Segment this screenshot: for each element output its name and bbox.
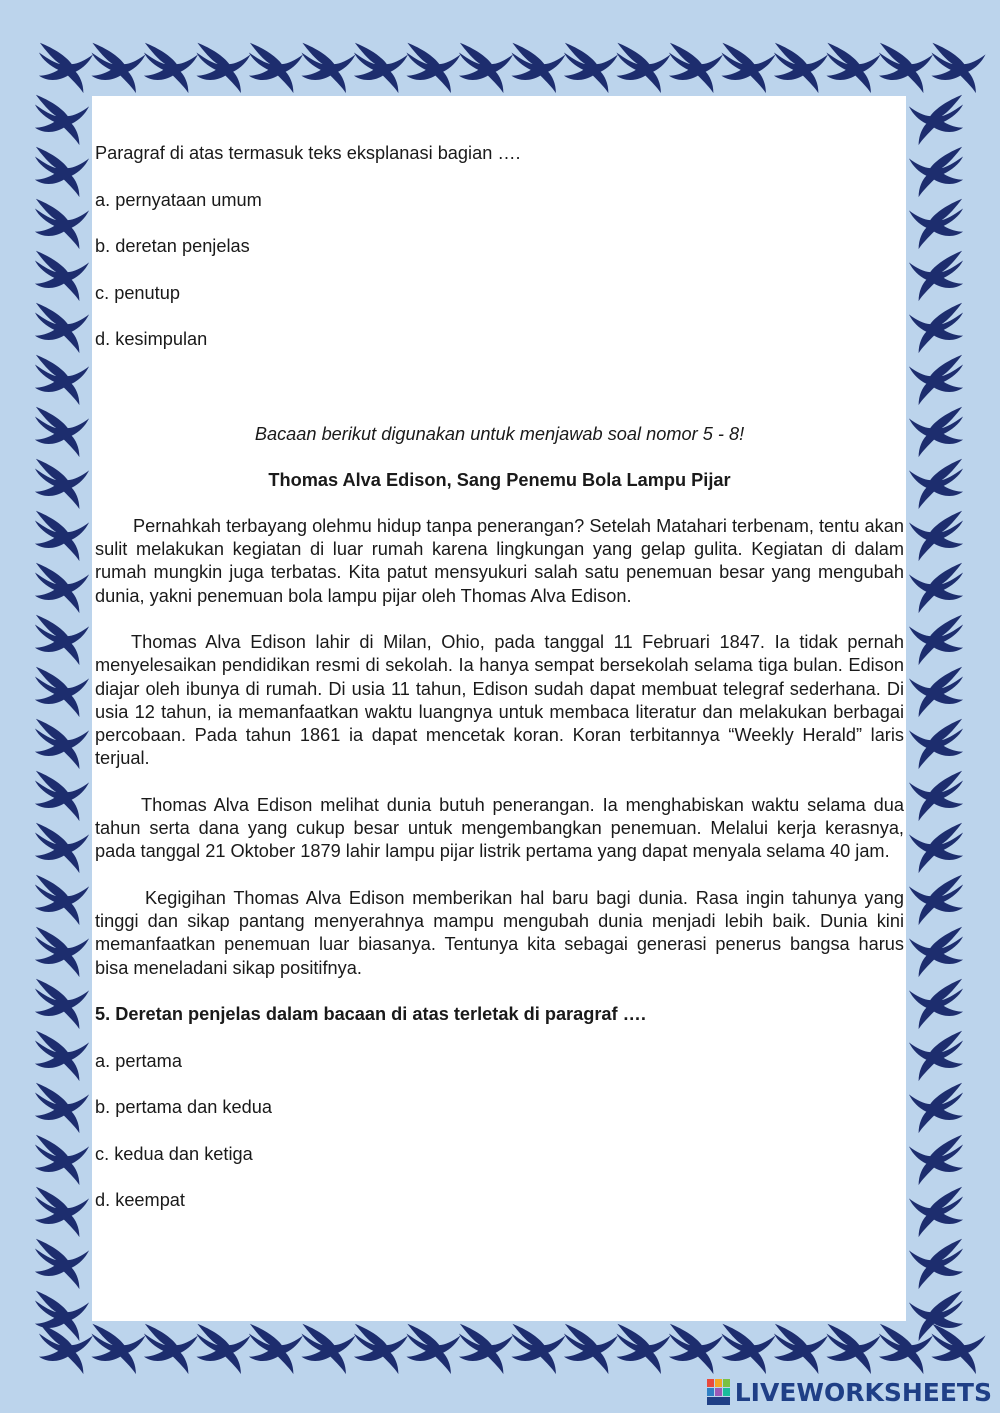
reading-instruction: Bacaan berikut digunakan untuk menjawab soal nomor 5 - 8! [254, 423, 745, 444]
swallow-icon [826, 43, 880, 93]
swallow-icon [909, 95, 963, 145]
swallow-icon [35, 251, 89, 301]
swallow-icon [354, 43, 408, 93]
swallow-icon [511, 1324, 565, 1374]
swallow-icon [909, 823, 963, 873]
swallow-icon [879, 43, 933, 93]
swallow-icon [564, 43, 618, 93]
swallow-icon [774, 43, 828, 93]
swallow-icon [35, 563, 89, 613]
swallow-icon [249, 1324, 303, 1374]
swallow-icon [35, 95, 89, 145]
swallow-icon [91, 1324, 145, 1374]
swallow-icon [249, 43, 303, 93]
swallow-icon [301, 43, 355, 93]
reading-paragraph-1: Pernahkah terbayang olehmu hidup tanpa penerangan? Setelah Matahari terbenam, tentu akan sulit melakukan kegiatan di luar rumah karena lingkungan yang gelap gulita. Kegiatan di dalam rumah mungkin juga terbatas. Kita patut mensyukuri salah satu penemuan besar yang mengubah dunia, yakni penemuan bola lampu pijar oleh Thomas Alva Edison. [95, 515, 904, 606]
swallow-icon [39, 1324, 93, 1374]
swallow-icon [35, 927, 89, 977]
swallow-icon [909, 1291, 963, 1341]
swallow-icon [144, 43, 198, 93]
swallow-icon [909, 1135, 963, 1185]
swallow-icon [35, 303, 89, 353]
swallow-icon [35, 823, 89, 873]
intro-option-d[interactable]: d. kesimpulan [95, 329, 208, 349]
reading-paragraph-2: Thomas Alva Edison lahir di Milan, Ohio, pada tanggal 11 Februari 1847. Ia tidak pernah menyelesaikan pendidikan resmi di sekolah. Ia hanya sempat bersekolah selama tiga bulan. Edison diajar oleh ibunya di rumah. Di usia 11 tahun, Edison sudah dapat membuat telegraf sederhana. Di usia 12 tahun, ia memanfaatkan waktu luangnya untuk membaca literatur dan melakukan berbagai percobaan. Pada tahun 1861 ia dapat mencetak koran. Koran terbitannya “Weekly Herald” laris terjual. [95, 632, 904, 769]
swallow-icon [35, 459, 89, 509]
swallow-icon [564, 1324, 618, 1374]
swallow-icon [35, 615, 89, 665]
swallow-icon [909, 1187, 963, 1237]
worksheet-content [95, 142, 904, 1236]
q5-option-b[interactable]: b. pertama dan kedua [95, 1097, 272, 1118]
swallow-icon [35, 1187, 89, 1237]
swallow-icon [39, 43, 93, 93]
intro-option-b[interactable]: b. deretan penjelas [95, 236, 250, 256]
swallow-icon [35, 771, 89, 821]
intro-option-a[interactable]: a. pernyataan umum [95, 189, 262, 210]
swallow-icon [35, 1135, 89, 1185]
swallow-icon [144, 1324, 198, 1374]
swallow-icon [909, 147, 963, 197]
swallow-icon [35, 355, 89, 405]
liveworksheets-logo-icon [707, 1379, 731, 1405]
swallow-icon [616, 1324, 670, 1374]
swallow-icon [909, 199, 963, 249]
swallow-icon [909, 719, 963, 769]
swallow-icon [909, 459, 963, 509]
swallow-icon [669, 1324, 723, 1374]
brand-name: LIVEWORKSHEETS [734, 1377, 992, 1407]
swallow-icon [35, 719, 89, 769]
swallow-icon [826, 1324, 880, 1374]
reading-paragraph-3: Thomas Alva Edison melihat dunia butuh penerangan. Ia menghabiskan waktu selama dua tahun serta dana yang cukup besar untuk mengembangkan penemuan. Melalui kerja kerasnya, pada tanggal 21 Oktober 1879 lahir lampu pijar listrik pertama yang dapat menyala selama 40 jam. [95, 794, 904, 862]
swallow-icon [909, 615, 963, 665]
swallow-icon [931, 43, 985, 93]
swallow-icon [511, 43, 565, 93]
swallow-icon [909, 875, 963, 925]
swallow-icon [35, 511, 89, 561]
reading-title: Thomas Alva Edison, Sang Penemu Bola Lampu Pijar [268, 469, 731, 490]
q5-option-d[interactable]: d. keempat [95, 1190, 185, 1211]
swallow-icon [35, 199, 89, 249]
swallow-icon [459, 1324, 513, 1374]
swallow-icon [35, 1291, 89, 1341]
swallow-icon [909, 251, 963, 301]
swallow-icon [909, 979, 963, 1029]
swallow-icon [406, 1324, 460, 1374]
swallow-icon [909, 1083, 963, 1133]
liveworksheets-brand[interactable] [707, 1377, 992, 1407]
swallow-icon [91, 43, 145, 93]
swallow-icon [909, 511, 963, 561]
swallow-icon [721, 43, 775, 93]
swallow-icon [35, 1239, 89, 1289]
swallow-icon [909, 1031, 963, 1081]
swallow-icon [721, 1324, 775, 1374]
swallow-icon [35, 979, 89, 1029]
reading-paragraph-4: Kegigihan Thomas Alva Edison memberikan hal baru bagi dunia. Rasa ingin tahunya yang tinggi dan sikap pantang menyerahnya mampu mengubah dunia menjadi lebih baik. Dunia kini memanfaatkan penemuan luar biasanya. Tentunya kita sebagai generasi penerus bangsa harus bisa meneladani sikap positifnya. [95, 888, 904, 978]
swallow-icon [931, 1324, 985, 1374]
intro-option-c[interactable]: c. penutup [95, 282, 180, 303]
swallow-icon [909, 563, 963, 613]
swallow-icon [669, 43, 723, 93]
q5-option-a[interactable]: a. pertama [95, 1050, 182, 1071]
spacer [95, 375, 904, 423]
swallow-icon [909, 927, 963, 977]
swallow-icon [196, 43, 250, 93]
question-5-stem: 5. Deretan penjelas dalam bacaan di atas terletak di paragraf …. [95, 1004, 646, 1025]
swallow-icon [909, 771, 963, 821]
swallow-icon [909, 667, 963, 717]
swallow-icon [616, 43, 670, 93]
swallow-icon [909, 407, 963, 457]
swallow-icon [196, 1324, 250, 1374]
swallow-icon [35, 407, 89, 457]
swallow-icon [406, 43, 460, 93]
swallow-icon [35, 1083, 89, 1133]
swallow-icon [459, 43, 513, 93]
swallow-icon [35, 875, 89, 925]
swallow-icon [35, 1031, 89, 1081]
q5-option-c[interactable]: c. kedua dan ketiga [95, 1143, 253, 1164]
swallow-icon [35, 667, 89, 717]
swallow-icon [909, 303, 963, 353]
intro-question-stem: Paragraf di atas termasuk teks eksplanasi bagian …. [95, 143, 521, 163]
swallow-icon [774, 1324, 828, 1374]
swallow-icon [909, 355, 963, 405]
swallow-icon [909, 1239, 963, 1289]
swallow-icon [35, 147, 89, 197]
swallow-icon [301, 1324, 355, 1374]
swallow-icon [354, 1324, 408, 1374]
